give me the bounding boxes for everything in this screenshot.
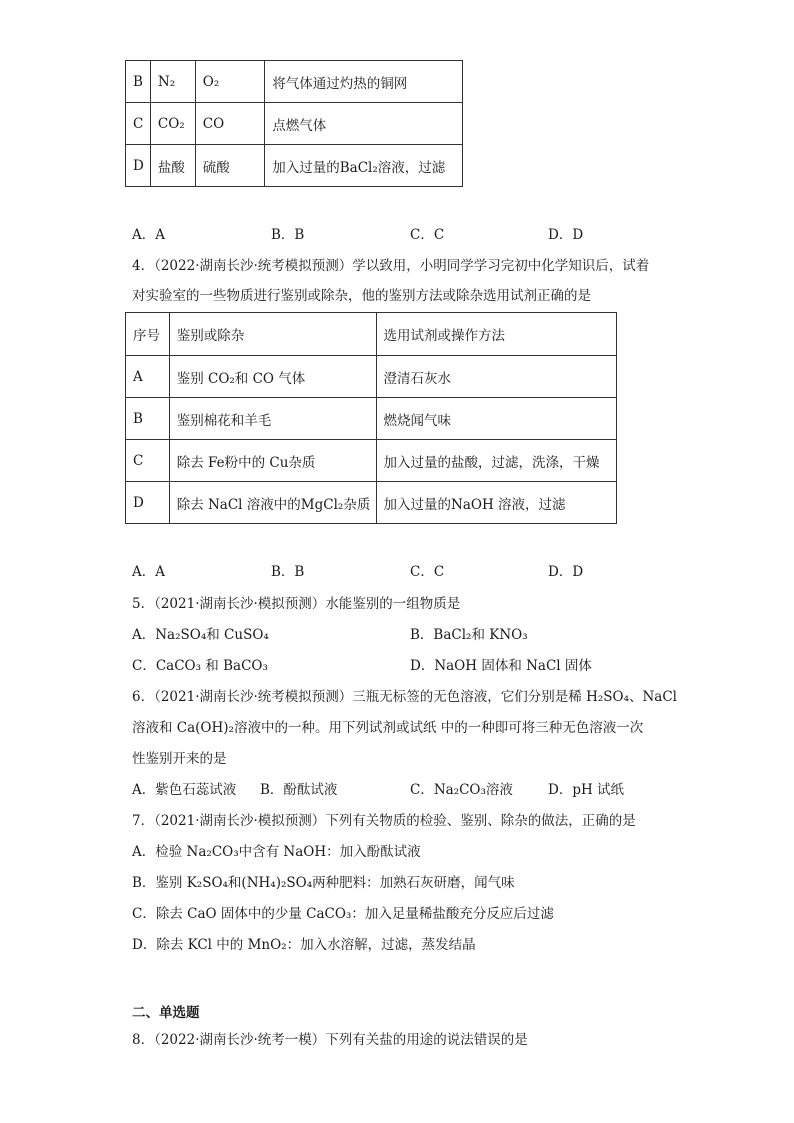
- table-cell: 除去 Fe粉中的 Cu杂质: [169, 440, 376, 482]
- table-header-row: [126, 313, 617, 356]
- answer-option-b: B．B: [271, 564, 305, 580]
- table-cell: 燃烧闻气味: [376, 398, 616, 440]
- table-cell: 硫酸: [195, 145, 264, 187]
- q7-option-b: B．鉴别 K₂SO₄和(NH₄)₂SO₄两种肥料：加熟石灰研磨，闻气味: [132, 875, 515, 891]
- table-row: [126, 482, 617, 524]
- table-cell: N₂: [150, 61, 195, 103]
- q7-option-d: D．除去 KCl 中的 MnO₂：加入水溶解，过滤，蒸发结晶: [132, 937, 476, 953]
- answer-option-b: B．酚酞试液: [260, 782, 338, 798]
- answer-option-d: D．D: [548, 564, 584, 580]
- q7-option-a: A．检验 Na₂CO₃中含有 NaOH：加入酚酞试液: [132, 844, 421, 860]
- answer-option-c: C．C: [410, 227, 445, 243]
- q5-option-c: C．CaCO₃ 和 BaCO₃: [132, 658, 268, 674]
- q7-option-c: C．除去 CaO 固体中的少量 CaCO₃：加入足量稀盐酸充分反应后过滤: [132, 906, 554, 922]
- table-cell: B: [126, 61, 151, 103]
- table-cell: 加入过量的盐酸，过滤，洗涤，干燥: [376, 440, 616, 482]
- column-header: 选用试剂或操作方法: [376, 313, 616, 356]
- table-cell: A: [126, 356, 170, 398]
- table-row: [126, 356, 617, 398]
- q4-table: [125, 312, 617, 524]
- q5-option-d: D．NaOH 固体和 NaCl 固体: [410, 658, 592, 674]
- table-cell: C: [126, 103, 151, 145]
- answer-option-d: D．pH 试纸: [548, 782, 625, 798]
- q6-stem-line-2: 溶液和 Ca(OH)₂溶液中的一种。用下列试剂或试纸 中的一种即可将三种无色溶液一次: [132, 720, 644, 736]
- table-cell: CO: [195, 103, 264, 145]
- q5-stem: 5．（2021·湖南长沙·模拟预测）水能鉴别的一组物质是: [132, 596, 461, 612]
- table-row: [126, 398, 617, 440]
- answer-option-d: D．D: [548, 227, 584, 243]
- table-cell: 加入过量的BaCl₂溶液，过滤: [265, 145, 463, 187]
- table-cell: C: [126, 440, 170, 482]
- table-cell: 加入过量的NaOH 溶液，过滤: [376, 482, 616, 524]
- answer-option-c: C．C: [410, 564, 445, 580]
- table-cell: 点燃气体: [265, 103, 463, 145]
- table-cell: 除去 NaCl 溶液中的MgCl₂杂质: [169, 482, 376, 524]
- table-cell: 鉴别 CO₂和 CO 气体: [169, 356, 376, 398]
- column-header: 鉴别或除杂: [169, 313, 376, 356]
- table-cell: CO₂: [150, 103, 195, 145]
- q6-stem-line-1: 6．（2021·湖南长沙·统考模拟预测）三瓶无标签的无色溶液，它们分别是稀 H₂SO₄、NaCl: [132, 689, 677, 705]
- table-cell: 鉴别棉花和羊毛: [169, 398, 376, 440]
- answer-option-b: B．B: [271, 227, 305, 243]
- table-row: [126, 103, 463, 145]
- table-row: [126, 440, 617, 482]
- table-cell: D: [126, 145, 151, 187]
- q7-stem: 7．（2021·湖南长沙·模拟预测）下列有关物质的检验、鉴别、除杂的做法，正确的是: [132, 813, 636, 829]
- comparison-table-continued: [125, 60, 463, 187]
- q8-stem: 8．（2022·湖南长沙·统考一模）下列有关盐的用途的说法错误的是: [132, 1032, 528, 1048]
- q5-option-b: B．BaCl₂和 KNO₃: [410, 627, 528, 643]
- q4-stem-line-1: 4．（2022·湖南长沙·统考模拟预测）学以致用，小明同学学习完初中化学知识后，试着: [132, 258, 650, 274]
- answer-option-a: A．A: [132, 564, 165, 580]
- table-cell: 盐酸: [150, 145, 195, 187]
- q4-stem-line-2: 对实验室的一些物质进行鉴别或除杂，他的鉴别方法或除杂选用试剂正确的是: [132, 288, 591, 304]
- column-header: 序号: [126, 313, 170, 356]
- answer-option-a: A．紫色石蕊试液: [132, 782, 237, 798]
- q5-option-a: A．Na₂SO₄和 CuSO₄: [132, 627, 269, 643]
- table-cell: 澄清石灰水: [376, 356, 616, 398]
- section-title: 二、单选题: [132, 1005, 200, 1021]
- answer-option-c: C．Na₂CO₃溶液: [410, 782, 513, 798]
- table-row: [126, 145, 463, 187]
- table-cell: B: [126, 398, 170, 440]
- answer-option-a: A．A: [132, 227, 165, 243]
- table-row: [126, 61, 463, 103]
- table-cell: D: [126, 482, 170, 524]
- q6-stem-line-3: 性鉴别开来的是: [132, 751, 227, 767]
- table-cell: 将气体通过灼热的铜网: [265, 61, 463, 103]
- table-cell: O₂: [195, 61, 264, 103]
